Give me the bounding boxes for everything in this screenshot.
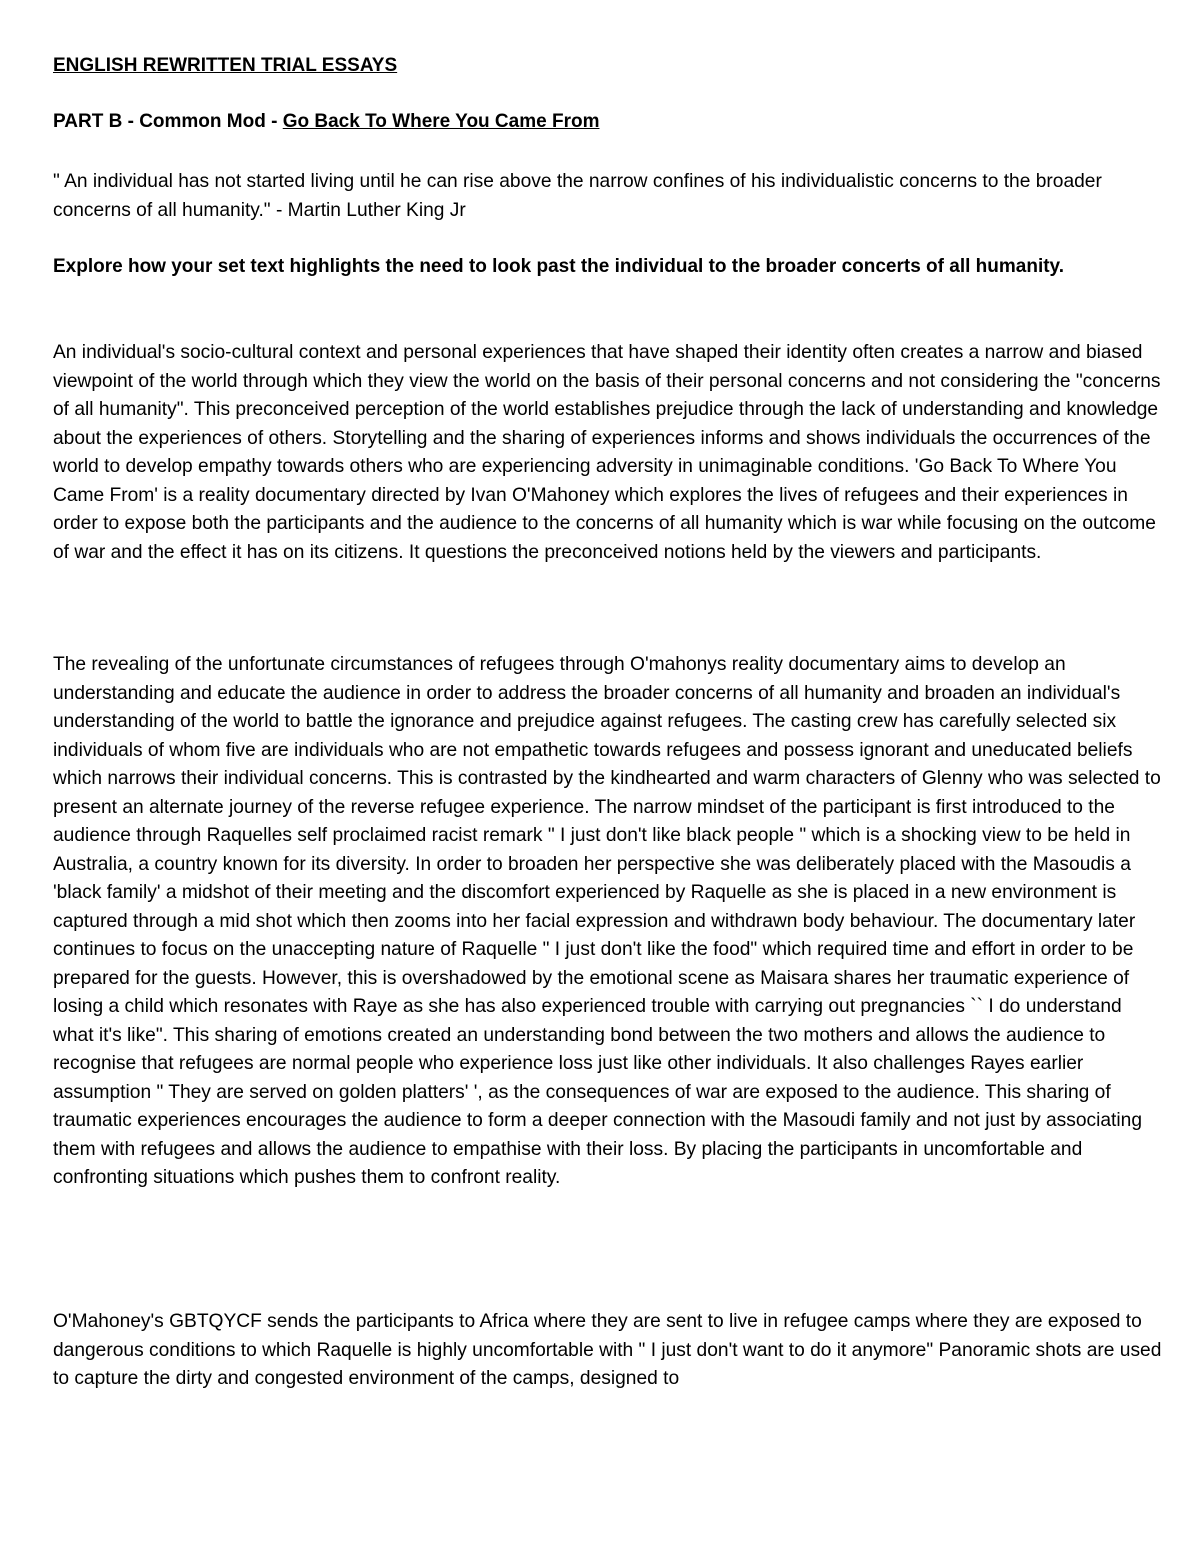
part-prefix: PART B - Common Mod - xyxy=(53,111,283,132)
essay-paragraph-body-1: The revealing of the unfortunate circumstances of refugees through O'mahonys reality documentary aims to develop an understanding and educate the audience in order to address the broader concerns of all humanity and broaden an individual's understanding of the world to battle the ignorance and prejudice against refugees. The casting crew has carefully selected six individuals of whom five are individuals who are not empathetic towards refugees and possess ignorant and uneducated beliefs which narrows their individual concerns. This is contrasted by the kindhearted and warm characters of Glenny who was selected to present an alternate journey of the reverse refugee experience. The narrow mindset of the participant is first introduced to the audience through Raquelles self proclaimed racist remark " I just don't like black people " which is a shocking view to be held in Australia, a country known for its diversity. In order to broaden her perspective she was deliberately placed with the Masoudis a 'black family' a midshot of their meeting and the discomfort experienced by Raquelle as she is placed in a new environment is captured through a mid shot which then zooms into her facial expression and withdrawn body behaviour. The documentary later continues to focus on the unaccepting nature of Raquelle " I just don't like the food" which required time and effort in order to be prepared for the guests. However, this is overshadowed by the emotional scene as Maisara shares her traumatic experience of losing a child which resonates with Raye as she has also experienced trouble with carrying out pregnancies `` I do understand what it's like". This sharing of emotions created an understanding bond between the two mothers and allows the audience to recognise that refugees are normal people who experience loss just like other individuals. It also challenges Rayes earlier assumption " They are served on golden platters' ', as the consequences of war are exposed to the audience. This sharing of traumatic experiences encourages the audience to form a deeper connection with the Masoudi family and not just by associating them with refugees and allows the audience to empathise with their loss. By placing the participants in uncomfortable and confronting situations which pushes them to confront reality. xyxy=(53,654,1161,1188)
essay-question: Explore how your set text highlights the need to look past the individual to the broader concerts of all humanity. xyxy=(53,256,1064,277)
essay-paragraph-introduction: An individual's socio-cultural context and personal experiences that have shaped their identity often creates a narrow and biased viewpoint of the world through which they view the world on the basis of their personal concerns and not considering the "concerns of all humanity". This preconceived perception of the world establishes prejudice through the lack of understanding and knowledge about the experiences of others. Storytelling and the sharing of experiences informs and shows individuals the occurrences of the world to develop empathy towards others who are experiencing adversity in unimaginable conditions. 'Go Back To Where You Came From' is a reality documentary directed by Ivan O'Mahoney which explores the lives of refugees and their experiences in order to expose both the participants and the audience to the concerns of all humanity which is war while focusing on the outcome of war and the effect it has on its citizens. It questions the preconceived notions held by the viewers and participants. xyxy=(53,342,1161,563)
document-title: ENGLISH REWRITTEN TRIAL ESSAYS xyxy=(53,55,398,76)
epigraph-quote: " An individual has not started living until he can rise above the narrow confines of his individualistic concerns to the broader concerns of all humanity." - Martin Luther King Jr xyxy=(53,171,1102,221)
set-text-title: Go Back To Where You Came From xyxy=(282,111,600,132)
essay-paragraph-body-2: O'Mahoney's GBTQYCF sends the participants to Africa where they are sent to live in refugee camps where they are exposed to dangerous conditions to which Raquelle is highly uncomfortable with " I just don't want to do it anymore" Panoramic shots are used to capture the dirty and congested environment of the camps, designed to xyxy=(53,1311,1162,1389)
part-heading xyxy=(53,111,599,133)
